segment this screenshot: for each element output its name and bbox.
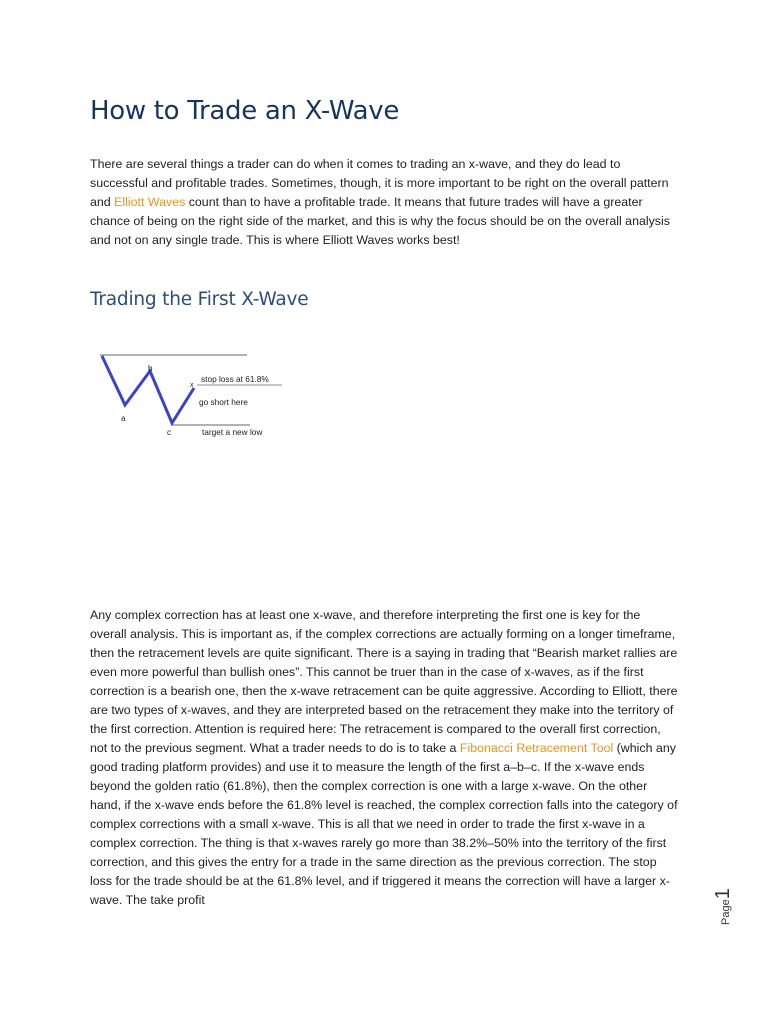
- body-paragraph: [90, 606, 680, 910]
- point-b-label: b: [148, 364, 153, 373]
- fibonacci-tool-link[interactable]: Fibonacci Retracement Tool: [459, 741, 614, 755]
- intro-paragraph: [90, 155, 680, 250]
- page-number: [712, 888, 735, 925]
- section-heading: Trading the First X-Wave: [90, 289, 309, 310]
- intro-text-end: count than to have a profitable trade. It means that future trades will have a greater chance of being on the right side of the market, and this is why the focus should be on the overall analysis and not on any single trade. This is where Elliott Waves works best!: [90, 195, 670, 247]
- intro-text-start: There are several things a trader can do when it comes to trading an x-wave, and they do lead to successful and profitable trades. Sometimes, though, it is more important to be right on the overall pattern and: [90, 157, 669, 209]
- body-text-start: Any complex correction has at least one x-wave, and therefore interpreting the first one is key for the overall analysis. This is important as, if the complex corrections are actually forming on a longer timeframe, then the retracement levels are quite significant. There is a saying in trading that “Bearish market rallies are even more powerful than bullish ones”. This cannot be truer than in the case of x-waves, as if the first correction is a bearish one, then the x-wave retracement can be quite aggressive. According to Elliott, there are two types of x-waves, and they are interpreted based on the retracement they make into the territory of the first correction. Attention is required here: The retracement is compared to the overall first correction, not to the previous segment. What a trader needs to do is to take a: [90, 608, 678, 755]
- elliott-waves-link[interactable]: Elliott Waves: [114, 195, 186, 209]
- target-label: target a new low: [202, 427, 263, 437]
- point-a-label: a: [121, 414, 126, 423]
- x-wave-diagram: [90, 345, 310, 445]
- stop-loss-label: stop loss at 61.8%: [201, 374, 269, 384]
- page-number-label: Page: [720, 899, 732, 925]
- point-x-label: x: [190, 382, 194, 389]
- go-short-label: go short here: [199, 397, 248, 407]
- point-c-label: c: [167, 428, 171, 437]
- page-number-value: 1: [712, 888, 734, 900]
- body-text-end: (which any good trading platform provides) and use it to measure the length of the first a–b–c. If the x-wave ends beyond the golden ratio (61.8%), then the complex correction is one with a large x-wave. On the other hand, if the x-wave ends before the 61.8% level is reached, the complex correction falls into the category of complex corrections with a small x-wave. This is all that we need in order to trade the first x-wave in a complex correction. The thing is that x-waves rarely go more than 38.2%–50% into the territory of the first correction, and this gives the entry for a trade in the same direction as the previous correction. The stop loss for the trade should be at the 61.8% level, and if triggered it means the correction will have a larger x-wave. The take profit: [90, 741, 678, 907]
- page-title: How to Trade an X-Wave: [90, 96, 400, 126]
